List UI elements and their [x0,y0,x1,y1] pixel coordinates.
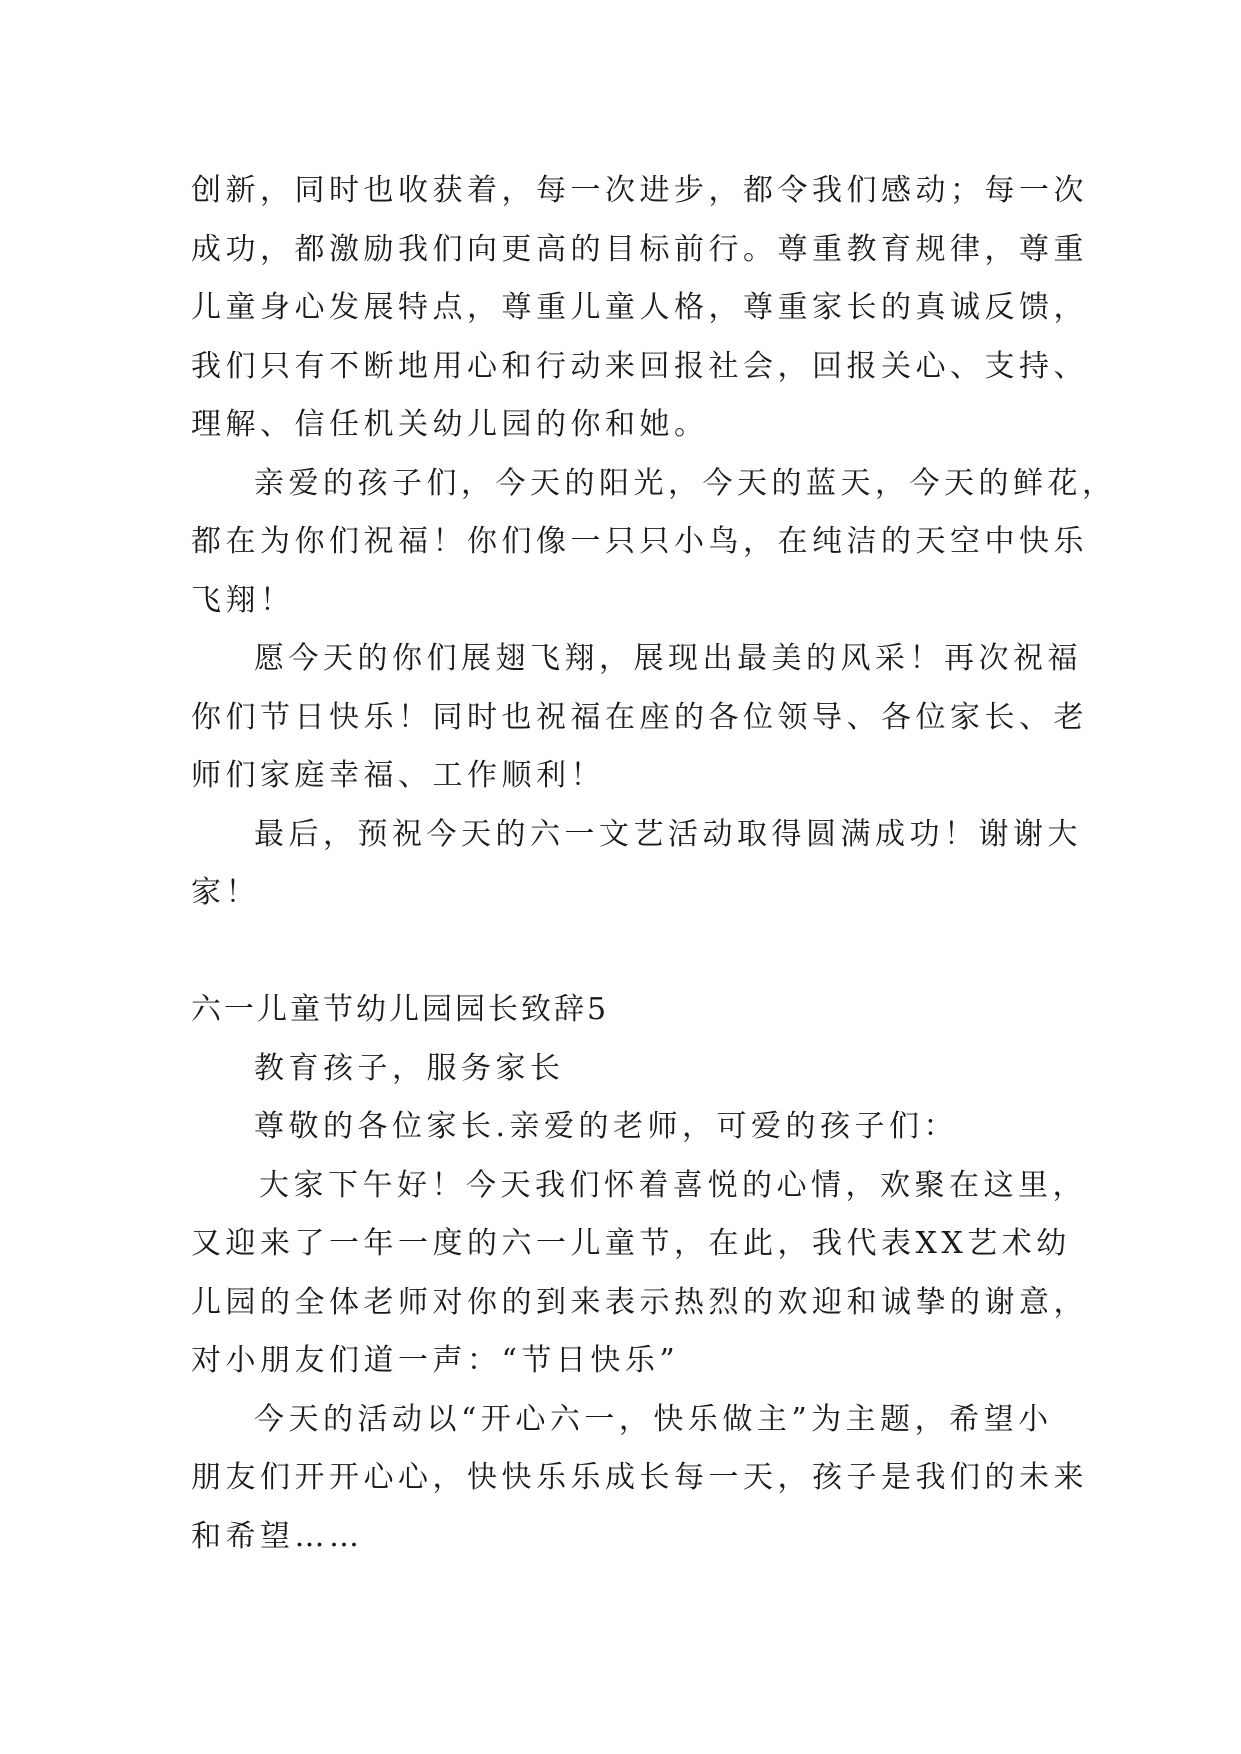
text-line: 愿今天的你们展翅飞翔，展现出最美的风采！再次祝福 [254,641,1082,676]
paragraph [191,1157,1088,1391]
salutation: 尊敬的各位家长.亲爱的老师，可爱的孩子们： [254,1109,959,1144]
paragraph [191,162,1088,455]
text-line: 对小朋友们道一声：“节日快乐” [191,1343,680,1378]
text-line: 我们只有不断地用心和行动来回报社会，回报关心、支持、 [191,348,1088,384]
text-line: 亲爱的孩子们，今天的阳光，今天的蓝天，今天的鲜花， [254,465,1117,501]
document-body [191,162,1117,1566]
text-line: 创新，同时也收获着，每一次进步，都令我们感动；每一次 [191,173,1088,208]
text-line: 师们家庭幸福、工作顺利！ [191,758,605,793]
paragraph [191,455,1117,631]
text-line: 成功，都激励我们向更高的目标前行。尊重教育规律，尊重 [191,231,1088,267]
text-line: 儿园的全体老师对你的到来表示热烈的欢迎和诚挚的谢意， [191,1284,1088,1320]
text-line: 儿童身心发展特点，尊重儿童人格，尊重家长的真诚反馈， [191,290,1088,325]
text-line: 理解、信任机关幼儿园的你和她。 [191,407,709,442]
paragraph [191,630,1088,806]
text-line: 又迎来了一年一度的六一儿童节，在此，我代表XX艺术幼 [191,1226,1071,1261]
text-line: 你们节日快乐！同时也祝福在座的各位领导、各位家长、老 [191,699,1088,735]
text-line: 都在为你们祝福！你们像一只只小鸟，在纯洁的天空中快乐 [191,524,1088,559]
text-line: 飞翔！ [191,582,295,618]
paragraph [191,806,1082,923]
text-line: 大家下午好！今天我们怀着喜悦的心情，欢聚在这里， [259,1167,1087,1203]
paragraph [191,1391,1088,1567]
spacer [191,923,1071,982]
text-line: 家！ [191,875,260,910]
text-line: 朋友们开开心心，快快乐乐成长每一天，孩子是我们的未来 [191,1460,1088,1495]
text-line: 今天的活动以“开心六一，快乐做主”为主题，希望小 [254,1401,1053,1437]
section-subtitle: 教育孩子，服务家长 [254,1050,565,1086]
section-heading: 六一儿童节幼儿园园长致辞5 [191,992,610,1027]
text-line: 和希望…… [191,1518,364,1554]
text-line: 最后，预祝今天的六一文艺活动取得圆满成功！谢谢大 [254,816,1082,852]
